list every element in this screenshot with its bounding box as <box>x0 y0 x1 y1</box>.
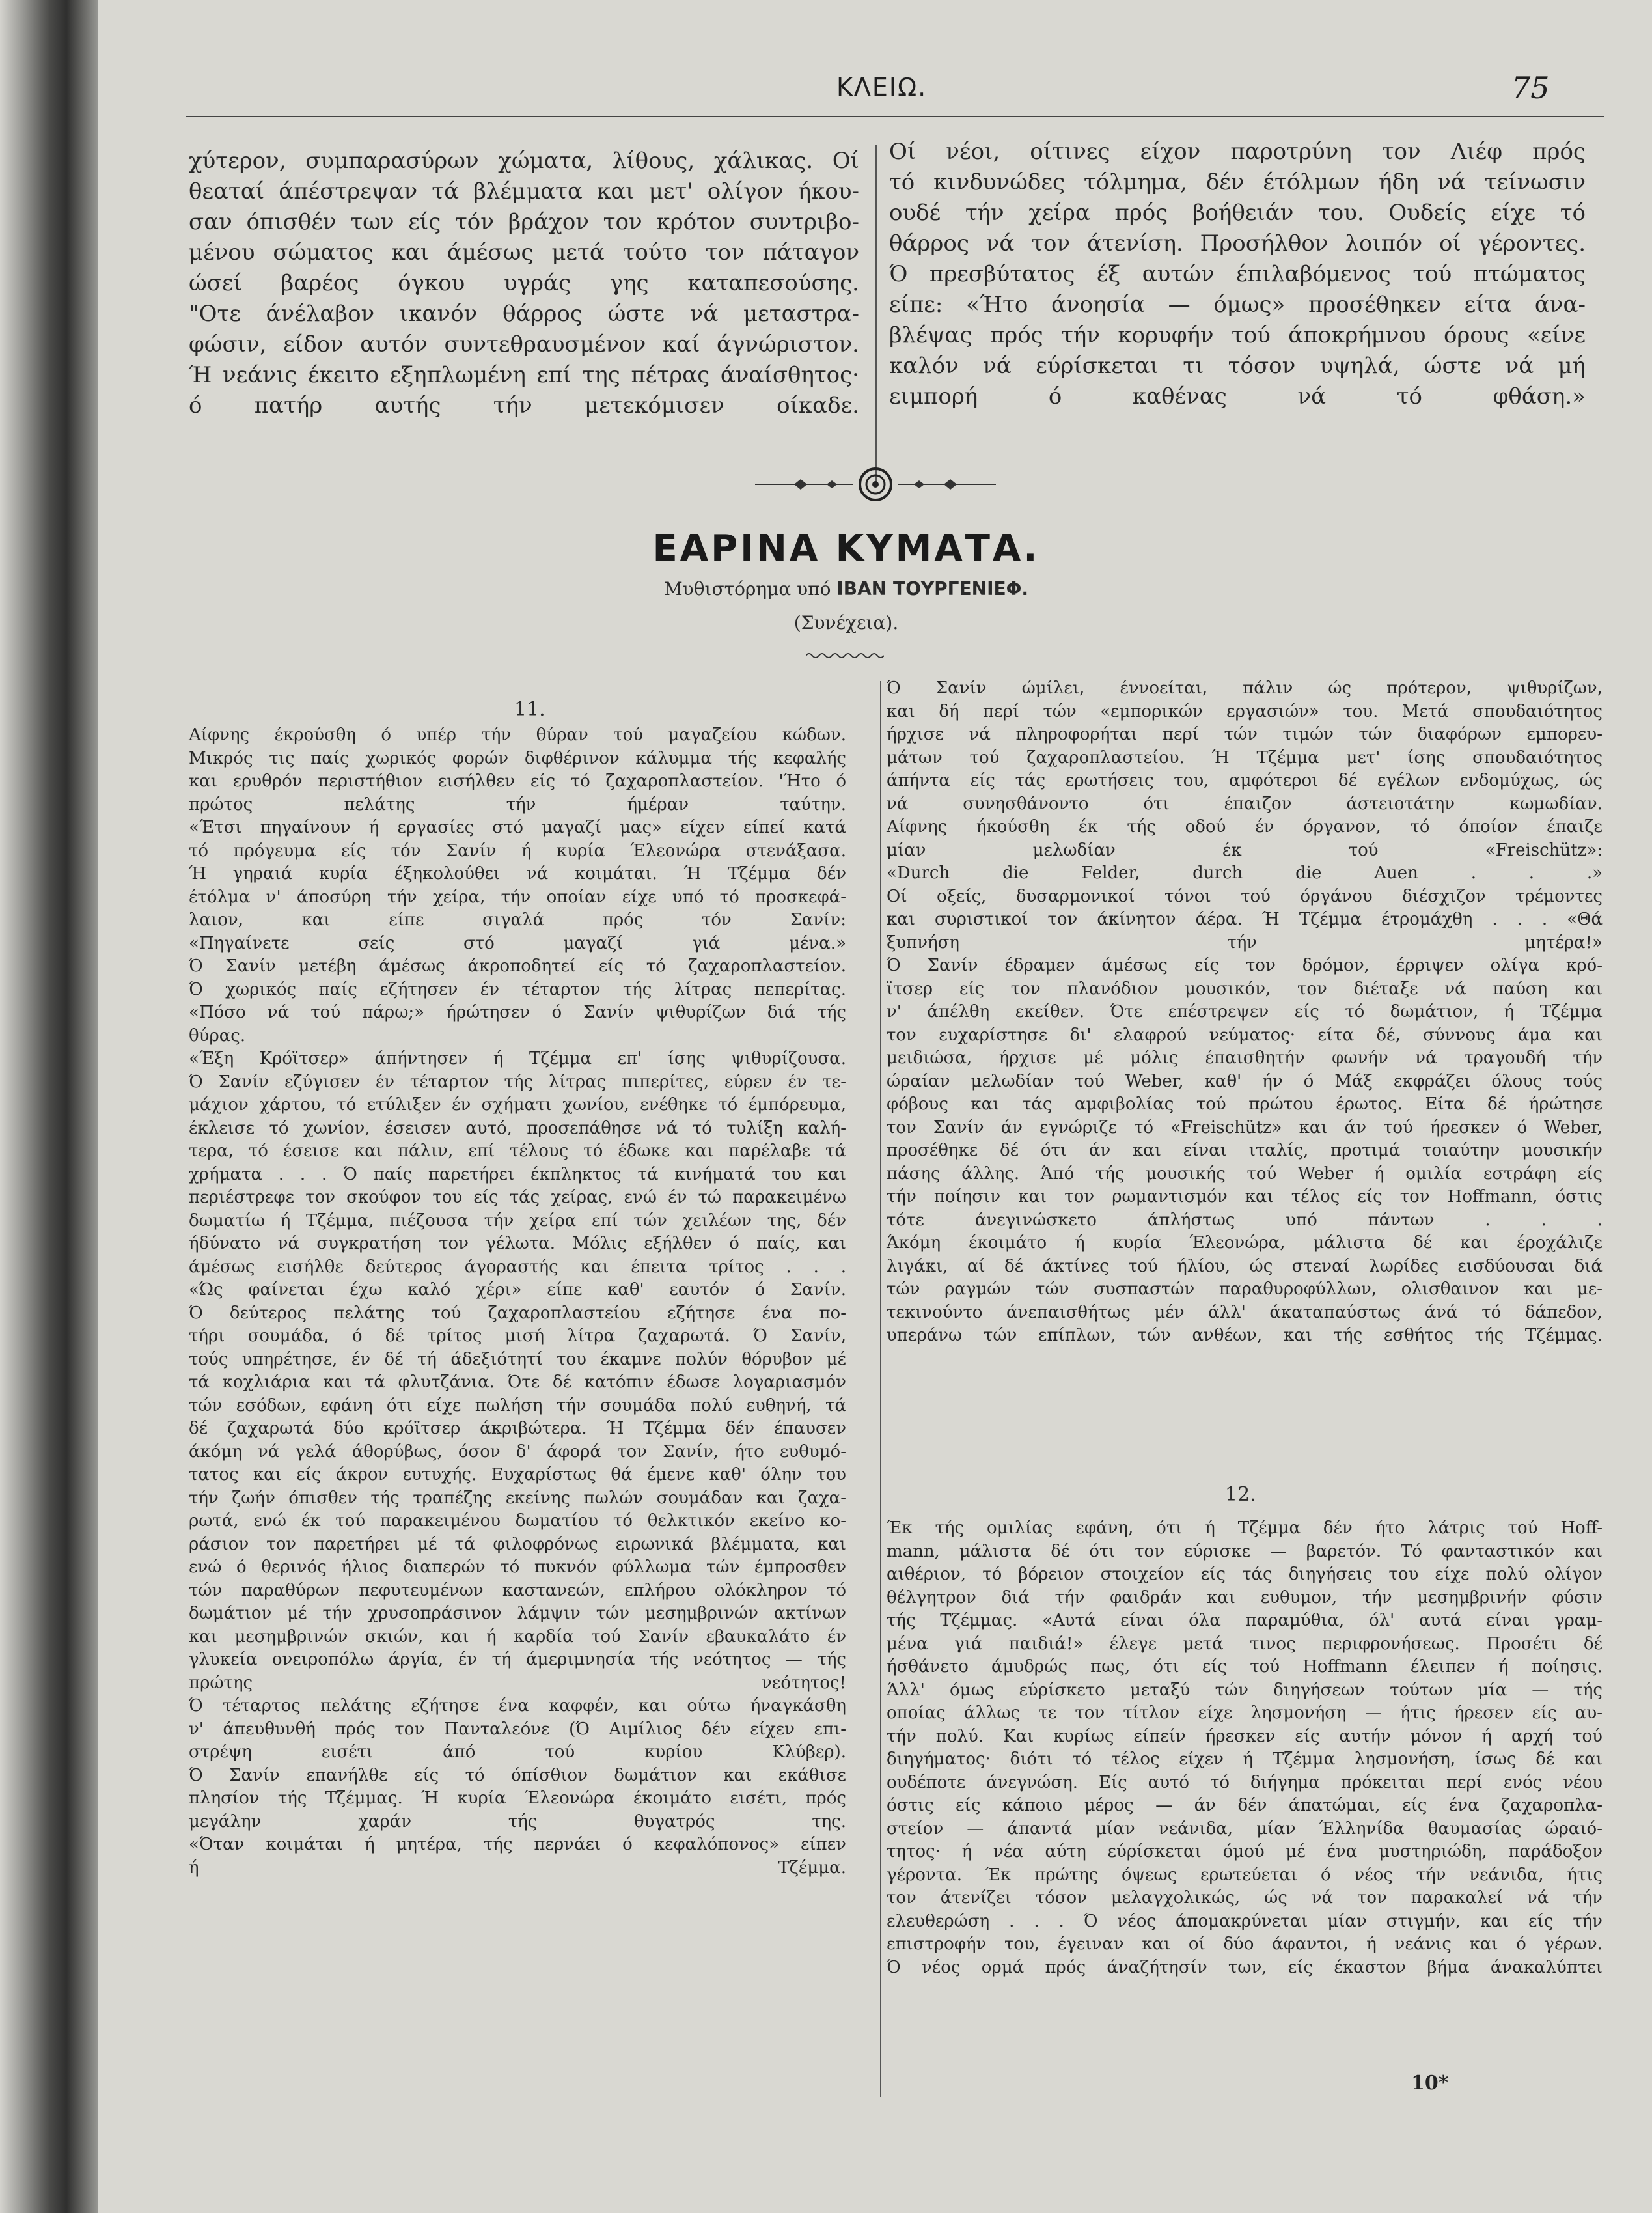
text-line: ώραίαν μελωδίαν τού Weber, καθ' ήν ό Μάξ εκφράζει όλους τούς <box>887 1071 1603 1091</box>
text-line: Ό δεύτερος πελάτης τού ζαχαροπλαστείου εζήτησε ένα πο- <box>189 1303 846 1323</box>
text-line: μένα γιά παιδιά!» έλεγε μετά τινος περιφρονήσεως. Προσέτι δέ <box>887 1634 1603 1654</box>
text-line: Άλλ' όμως εύρίσκετο μεταξύ τών διηγήσεων τούτων μία — τής <box>887 1680 1603 1700</box>
text-line: ειμπορή ό καθένας νά τό φθάση.» <box>889 383 1586 410</box>
text-line: θάρρος νά τον άτενίση. Προσήλθον λοιπόν οί γέροντες. <box>889 230 1586 257</box>
text-line: ν' άπέλθη εκείθεν. Ότε επέστρεψεν είς τό δωμάτιον, ή Τζέμμα <box>887 1002 1603 1022</box>
text-line: πρώτος πελάτης τήν ήμέραν ταύτην. <box>189 794 846 814</box>
journal-title: ΚΛΕΙΩ. <box>836 73 928 102</box>
continued-label: (Συνέχεια). <box>793 612 899 633</box>
text-line: γέροντα. Έκ πρώτης όψεως ερωτεύεται ό νέος τήν νεάνιδα, ήτις <box>887 1865 1603 1885</box>
text-line: Ό νέος ορμά πρός άναζήτησίν των, είς έκαστον βήμα άνακαλύπτει <box>887 1957 1603 1977</box>
text-line: ουδέ τήν χείρα πρός βοήθειάν του. Ουδείς είχε τό <box>889 200 1586 226</box>
text-line: δωμάτιον μέ τήν χρυσοπράσινον λάμψιν τών μεσημβρινών ακτίνων <box>189 1604 846 1623</box>
text-line: μάχιον χάρτου, τό ετύλιξεν έν σχήματι χωνίου, ενέθηκε τό έμπόρευμα, <box>189 1095 846 1115</box>
text-line: «Ώς φαίνεται έχω καλό χέρι» είπε καθ' εαυτόν ό Σανίν. <box>189 1280 846 1300</box>
story-title: ΕΑΡΙΝΑ ΚΥΜΑΤΑ. <box>652 527 1040 570</box>
text-line: επιστροφήν του, έγειναν και οί δύο άφαντοι, ή νεάνις και ό γέρων. <box>887 1934 1603 1954</box>
text-line: ελευθερώση . . . Ό νέος άπομακρύνεται μίαν στιγμήν, και είς τήν <box>887 1911 1603 1931</box>
text-line: έκλεισε τό χωνίον, έσεισεν αυτό, προσεπάθησε νά τό τυλίξη καλή- <box>189 1118 846 1138</box>
text-line: πρώτης νεότητος! <box>189 1673 846 1693</box>
text-line: χύτερον, συμπαρασύρων χώματα, λίθους, χάλικας. Οί <box>189 148 859 174</box>
text-line: mann, μάλιστα δέ ότι τον εύρισκε — βαρετόν. Τό φανταστικόν και <box>887 1541 1603 1561</box>
text-line: τά κοχλιάρια και τά φλυτζάνια. Ότε δέ κατόπιν έδωσε λογαριασμόν <box>189 1372 846 1392</box>
text-line: τον άτενίζει τόσον μελαγχολικώς, ώς νά τον παρακαλεί νά τήν <box>887 1888 1603 1908</box>
text-line: Ό τέταρτος πελάτης εζήτησε ένα καφφέν, και ούτω ήναγκάσθη <box>189 1696 846 1716</box>
text-line: διηγήματος· διότι τό τέλος είχεν ή Τζέμμα λησμονήση, ίσως δέ και <box>887 1749 1603 1769</box>
text-line: Ό Σανίν έδραμεν άμέσως είς τον δρόμον, έρριψεν ολίγα κρό- <box>887 956 1603 975</box>
text-line: τό πρόγευμα είς τόν Σανίν ή κυρία Έλεονώρα στενάξασα. <box>189 841 846 861</box>
text-line: ώσεί βαρέος όγκου υγράς γης καταπεσούσης. <box>189 270 859 296</box>
text-line: τήν ποίησιν και τον ρωμαντισμόν και τέλος είς τον Hoffmann, όστις <box>887 1187 1603 1206</box>
text-line: ήδύνατο νά συγκρατήση τον γέλωτα. Μόλις εξήλθεν ό παίς, και <box>189 1234 846 1253</box>
text-line: ρωτά, ενώ έκ τού παρακειμένου δωματίου τό θελκτικόν εκείνο κο- <box>189 1511 846 1531</box>
text-line: αιθέριον, τό βόρειον στοιχείον είς τάς διηγήσεις του είχε πολύ ολίγον <box>887 1565 1603 1584</box>
text-line: τό κινδυνώδες τόλμημα, δέν έτόλμων ήδη νά τείνωσιν <box>889 169 1586 195</box>
text-line: Μικρός τις παίς χωρικός φορών διφθέρινον κάλυμμα τής κεφαλής <box>189 748 846 768</box>
text-line: στρέψη εισέτι άπό τού κυρίου Κλύβερ). <box>189 1742 846 1762</box>
text-line: άπήντα είς τάς ερωτήσεις του, αμφότεροι δέ εγέλων ενδομύχως, ώς <box>887 771 1603 790</box>
text-line: Ό πρεσβύτατος έξ αυτών έπιλαβόμενος τού πτώματος <box>889 261 1586 287</box>
text-line: μένου σώματος και άμέσως μετά τούτο τον πάταγον <box>189 240 859 266</box>
text-line: βλέψας πρός τήν κορυφήν τού άποκρήμνου όρους «είνε <box>889 322 1586 348</box>
text-line: «Πόσο νά τού πάρω;» ήρώτησεν ό Σανίν ψιθυρίζων διά τής <box>189 1003 846 1022</box>
text-line: άκόμη νά γελά άθορύβως, όσον δ' άφορά τον Σανίν, ήτο ευθυμό- <box>189 1441 846 1462</box>
text-line: ξυπνήση τήν μητέρα!» <box>887 932 1603 953</box>
text-line: λιγάκι, αί δέ άκτίνες τού ήλίου, ώς στεναί λωρίδες εισδύουσαι διά <box>887 1256 1603 1276</box>
text-line: «Πηγαίνετε σείς στό μαγαζί γιά μένα.» <box>189 933 846 953</box>
text-line: τής Τζέμμας. «Αυτά είναι όλα παραμύθια, όλ' αυτά είναι γραμ- <box>887 1611 1603 1630</box>
text-line: και δή περί τών «εμπορικών εργασιών» του. Μετά σπουδαιότητος <box>887 701 1603 721</box>
text-line: τών εσόδων, εφάνη ότι είχε πωλήση τήν σουμάδα πολύ ευθηνή, τά <box>189 1395 846 1415</box>
text-line: Αίφνης ήκούσθη έκ τής οδού έν όργανον, τό όποίον έπαιζε <box>887 817 1603 837</box>
text-line: Ό Σανίν ώμίλει, έννοείται, πάλιν ώς πρότερον, ψιθυρίζων, <box>887 678 1603 698</box>
body-left-column <box>189 724 846 1880</box>
text-line: μίαν μελωδίαν έκ τού «Freischütz»: <box>887 840 1603 860</box>
text-line: Ό Σανίν εζύγισεν έν τέταρτον τής λίτρας πιπερίτες, εύρεν έν τε- <box>189 1072 846 1092</box>
text-line: πάσης άλλης. Άπό τής μουσικής τού Weber ή ομιλία εστράφη είς <box>887 1163 1603 1184</box>
text-line: ή Τζέμμα. <box>189 1858 846 1878</box>
subtitle-prefix: Μυθιστόρημα υπό <box>663 578 831 600</box>
top-right-column <box>889 137 1586 412</box>
text-line: ν' άπευθυνθή πρός τον Πανταλεόνε (Ό Αιμίλιος δέν είχεν επι- <box>189 1719 846 1739</box>
text-line: γλυκεία ονειροπόλω άργία, έν τή άμεριμνησία τής νεότητος — τής <box>189 1650 846 1669</box>
text-line: Έκ τής ομιλίας εφάνη, ότι ή Τζέμμα δέν ήτο λάτρις τού Hoff- <box>887 1518 1603 1538</box>
text-line: Ή νεάνις έκειτο εξηπλωμένη επί της πέτρας άναίσθητος· <box>189 362 859 388</box>
text-line: τερα, τό έσεισε και πάλιν, επί τέλους τό έδωκε και παρέλαβε τά <box>189 1141 846 1161</box>
text-line: ήρχισε νά πληροφορήται περί τών τιμών τών διαφόρων εμπορευ- <box>887 725 1603 744</box>
top-left-column <box>189 146 859 421</box>
text-line: Άκόμη έκοιμάτο ή κυρία Έλεονώρα, μάλιστα δέ και έροχάλιζε <box>887 1233 1603 1253</box>
text-line: "Οτε άνέλαβον ικανόν θάρρος ώστε νά μεταστρα- <box>189 301 859 327</box>
text-line: περιέστρεφε τον σκούφον του είς τάς χείρας, ενώ έν τώ παρακειμένω <box>189 1188 846 1207</box>
text-line: τήν ζωήν όπισθεν τής τραπέζης εκείνης πωλών σουμάδαν και ζαχα- <box>189 1488 846 1508</box>
section-12-heading: 12. <box>1225 1483 1256 1506</box>
text-line: θύρας. <box>189 1025 246 1046</box>
text-line: δέ ζαχαρωτά δύο κρόϊτσερ άκριβώτερα. Ή Τζέμμα δέν έπαυσεν <box>189 1419 846 1438</box>
text-line: σαν όπισθέν των είς τόν βράχον τον κρότον συντριβο- <box>189 209 859 235</box>
text-line: τότε άνεγινώσκετο άπλήστως υπό πάντων . . . <box>887 1210 1603 1230</box>
text-line: προσέθηκε δέ ότι άν και είναι ιταλίς, προτιμά τοιαύτην μουσικήν <box>887 1141 1603 1160</box>
text-line: υπεράνω τών επίπλων, τών ανθέων, και τής εσθήτος τής Τζέμμας. <box>887 1326 1603 1345</box>
text-line: «Έξη Κρόϊτσερ» άπήντησεν ή Τζέμμα επ' ίσης ψιθυρίζουσα. <box>189 1049 846 1068</box>
text-line: τον ευχαρίστησε δι' ελαφρού νεύματος· είτα δέ, σύννους άμα και <box>887 1025 1603 1045</box>
text-line: ενώ ό θερινός ήλιος διαπερών τό πυκνόν φύλλωμα τών έμπροσθεν <box>189 1557 846 1577</box>
text-line: τών παραθύρων πεφυτευμένων καστανεών, επλήρου ολόκληρον τό <box>189 1580 846 1600</box>
text-line: ουδέποτε άνεγνώση. Είς αυτό τό διήγημα πρόκειται περί ενός νέου <box>887 1772 1603 1792</box>
text-line: καλόν νά εύρίσκεται τι τόσον υψηλά, ώστε νά μή <box>889 353 1586 379</box>
text-line: μεγάλην χαράν τής θυγατρός της. <box>189 1811 846 1831</box>
text-line: τεκινούντο άνεπαισθήτως μέν άλλ' άκαταπαύστως άνά τό δάπεδον, <box>887 1302 1603 1322</box>
text-line: τατος και είς άκρον ευτυχής. Ευχαρίστως θά έμενε καθ' όλην του <box>189 1465 846 1484</box>
text-line: Οί οξείς, δυσαρμονικοί τόνοι τού όργάνου διέσχιζον τρέμοντες <box>887 886 1603 906</box>
text-line: είπε: «Ήτο άνοησία — όμως» προσέθηκεν είτα άνα- <box>889 292 1586 318</box>
text-line: λαιον, και είπε σιγαλά πρός τόν Σανίν: <box>189 910 846 930</box>
book-spine-shadow <box>0 0 111 2213</box>
text-line: «Όταν κοιμάται ή μητέρα, τής περνάει ό κεφαλόπονος» είπεν <box>189 1835 846 1854</box>
text-line: ράσιον τον παρετήρει μέ τά φιλοφρόνως ειρωνικά βλέμματα, και <box>189 1534 846 1554</box>
text-line: Ή γηραιά κυρία έξηκολούθει νά κοιμάται. Ή Τζέμμα δέν <box>189 864 846 884</box>
text-line: ήσθάνετο άμυδρώς πως, ότι είς τού Hoffmann έλειπεν ή ποίησις. <box>887 1657 1603 1677</box>
text-line: Ό χωρικός παίς εζήτησεν έν τέταρτον τής λίτρας πεπερίτας. <box>189 979 846 999</box>
text-line: ϊτσερ είς τον πλανόδιον μουσικόν, τον διέταξε νά παύση και <box>887 979 1603 999</box>
text-line: έτόλμα ν' άποσύρη τήν χείρα, τήν οποίαν είχε υπό τό προσκεφά- <box>189 887 846 907</box>
text-line: φόβους και τάς αμφιβολίας τού πρώτου έρωτος. Είτα δέ ήρώτησε <box>887 1094 1603 1114</box>
text-line: νά συνησθάνοντο ότι έπαιζον άστειοτάτην κωμωδίαν. <box>887 794 1603 814</box>
text-line: τήν πολύ. Και κυρίως είπείν ήρεσκεν είς αυτήν μόνον ή αρχή τού <box>887 1726 1603 1746</box>
text-line: μειδιώσα, ήρχισε μέ μόλις έπαισθητήν φωνήν νά τραγουδή τήν <box>887 1048 1603 1068</box>
text-line: «Έτσι πηγαίνουν ή εργασίες στό μαγαζί μας» είχεν είπεί κατά <box>189 818 846 837</box>
text-line: Αίφνης έκρούσθη ό υπέρ τήν θύραν τού μαγαζείου κώδων. <box>189 725 846 745</box>
text-line: θεαταί άπέστρεψαν τά βλέμματα και μετ' ολίγον ήκου- <box>189 178 859 204</box>
story-author: ΙΒΑΝ ΤΟΥΡΓΕΝΙΕΦ. <box>836 578 1029 600</box>
story-subtitle <box>586 578 1107 600</box>
body-right-column-part2 <box>887 1517 1603 1979</box>
text-line: όστις είς κάποιο μέρος — άν δέν άπατώμαι, είς ένα ζαχαροπλα- <box>887 1796 1603 1815</box>
column-divider-top <box>875 145 877 482</box>
text-line: δωματίω ή Τζέμμα, πιέζουσα τήν χείρα επί τών χειλέων της, δέν <box>189 1210 846 1231</box>
text-line: τον Σανίν άν εγνώριζε τό «Freischütz» και άν τού ήρεσκεν ό Weber, <box>887 1117 1603 1137</box>
text-line: στείον — άπαντά μίαν νεάνιδα, μίαν Έλληνίδα θαυμασίας ώραιό- <box>887 1818 1603 1839</box>
text-line: και συριστικοί τον άκίνητον άέρα. Ή Τζέμμα έτρομάχθη . . . «Θά <box>887 910 1603 929</box>
text-line: θέλγητρον διά τήν φαιδράν και ευθυμον, τήν μεσημβρινήν φύσιν <box>887 1587 1603 1608</box>
text-line: και ερυθρόν περιστήθιον εισήλθεν είς τό ζαχαροπλαστείον. 'Ήτο ό <box>189 772 846 791</box>
signature-mark: 10* <box>1411 2072 1449 2095</box>
header-rule <box>186 116 1604 117</box>
text-line: και μεσημβρινών σκιών, και ή καρδία τού Σανίν εβαυκαλάτο έν <box>189 1626 846 1647</box>
text-line: τών ραγμών τών συσπαστών παραθυροφύλλων, ολισθαινον και με- <box>887 1279 1603 1299</box>
wavy-rule <box>806 651 884 660</box>
page-number: 75 <box>1511 70 1550 105</box>
body-right-column-part1 <box>887 677 1603 1348</box>
text-line: οποίας άλλως τε τον τίτλον είχε λησμονήση — ήτις ήρεσεν είς αυ- <box>887 1703 1603 1723</box>
text-line: τούς υπηρέτησε, έν δέ τή άδεξιότητί του έκαμνε πολύν θόρυβον μέ <box>189 1349 846 1369</box>
column-divider-body <box>880 681 881 2097</box>
text-line: φώσιν, είδον αυτόν συντεθραυσμένον καί άγνώριστον. <box>189 331 859 357</box>
ornament-divider <box>755 465 996 504</box>
text-line: πλησίον τής Τζέμμας. Ή κυρία Έλεονώρα έκοιμάτο εισέτι, πρός <box>189 1788 846 1808</box>
text-line: Ό Σανίν επανήλθε είς τό όπίσθιον δωμάτιον και εκάθισε <box>189 1765 846 1785</box>
text-line: μάτων τού ζαχαροπλαστείου. Ή Τζέμμα μετ' ίσης σπουδαιότητος <box>887 747 1603 768</box>
text-line: τήρι σουμάδα, ό δέ τρίτος μισή λίτρα ζαχαρωτά. Ό Σανίν, <box>189 1326 846 1346</box>
text-line: άμέσως εισήλθε δεύτερος άγοραστής και έπειτα τρίτος . . . <box>189 1257 846 1277</box>
text-line: τητος· ή νέα αύτη εύρίσκεται όμού μέ ένα μυστηριώδη, παράδοξον <box>887 1842 1603 1861</box>
text-line: Ό Σανίν μετέβη άμέσως άκροποδητεί είς τό ζαχαροπλαστείον. <box>189 956 846 976</box>
text-line: ό πατήρ αυτής τήν μετεκόμισεν οίκαδε. <box>189 393 859 419</box>
text-line: χρήματα . . . Ό παίς παρετήρει έκπληκτος τά κινήματά του και <box>189 1164 846 1184</box>
section-11-heading: 11. <box>514 698 545 721</box>
text-line: «Durch die Felder, durch die Auen . . .» <box>887 863 1603 883</box>
text-line: Οί νέοι, οίτινες είχον παροτρύνη τον Λιέφ πρός <box>889 139 1586 165</box>
